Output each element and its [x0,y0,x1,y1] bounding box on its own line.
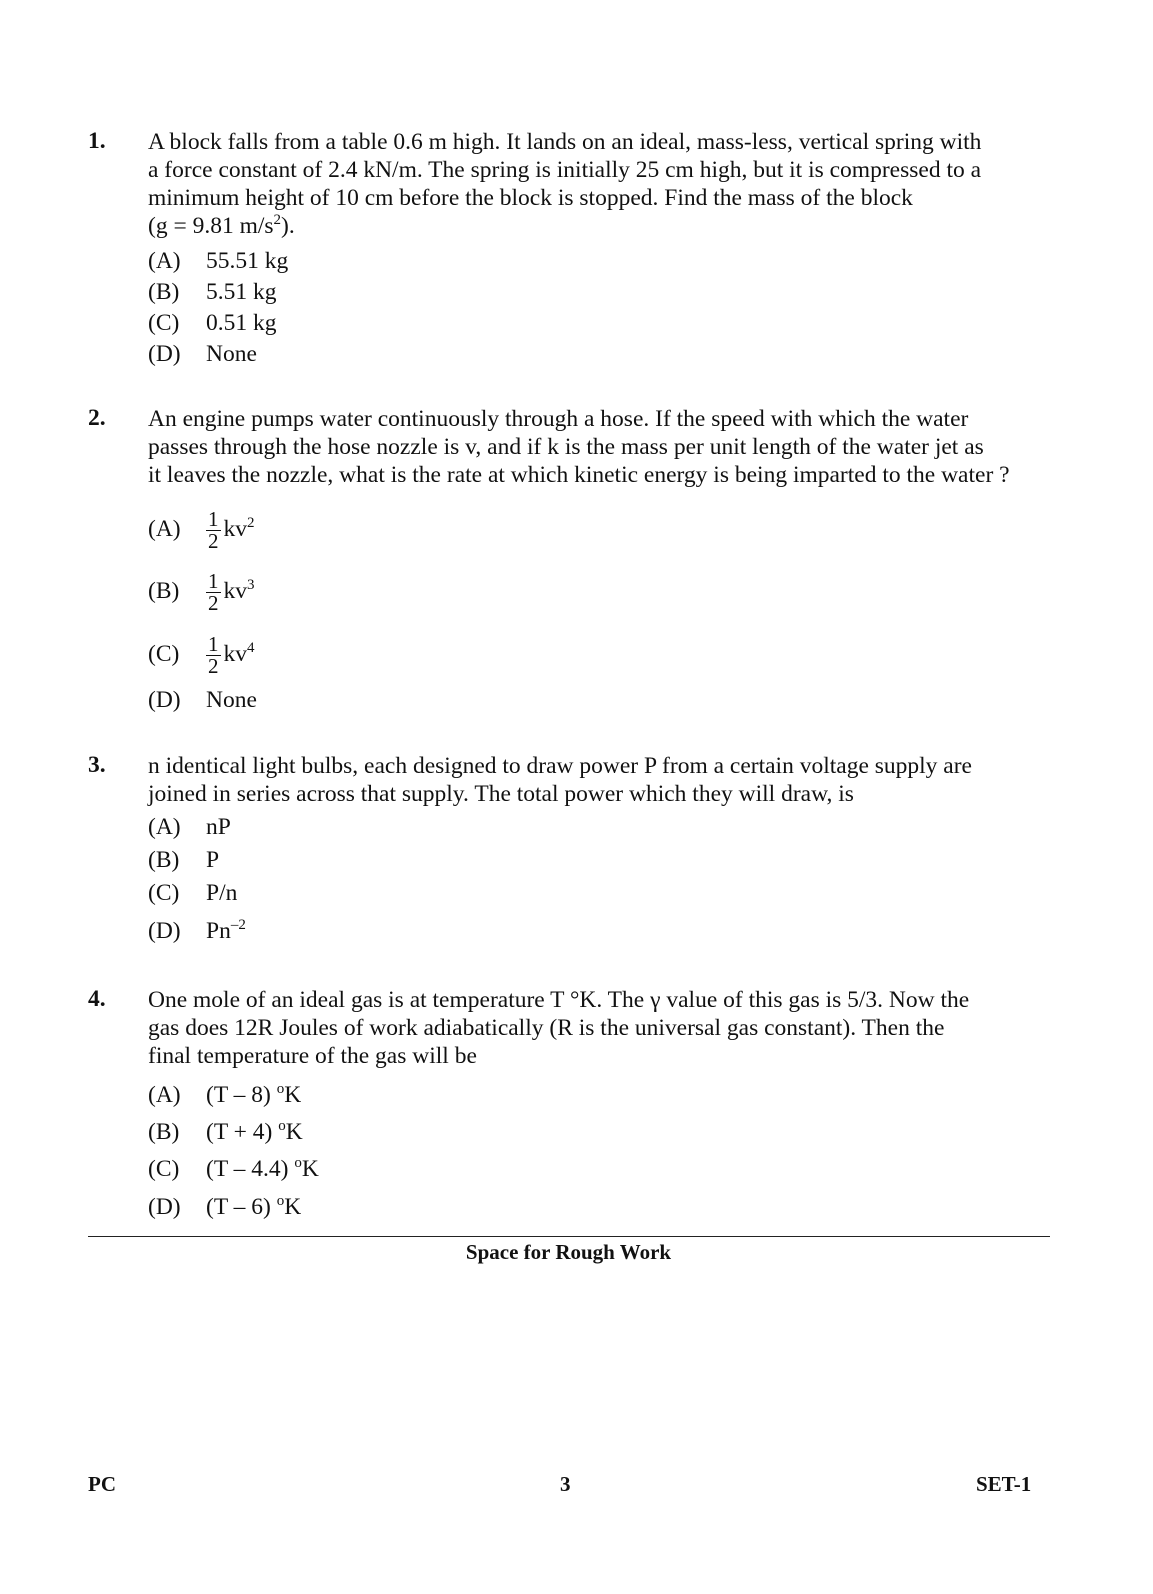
stem-line: it leaves the nozzle, what is the rate at which kinetic energy is being imparted to the water ? [148,462,1010,488]
option-label: (C) [148,641,180,667]
option-c [148,631,255,677]
superscript: o [276,1081,285,1097]
option-label: (A) [148,814,181,840]
question-number: 2. [88,405,106,431]
option-label: (B) [148,847,180,873]
option-c [148,308,277,338]
option-text: (T + 4) [206,1119,279,1145]
option-d [148,685,257,715]
superscript: o [276,1193,285,1209]
denominator: 2 [208,654,219,679]
question-stem [148,986,1038,1070]
option-text: (T – 8) [206,1082,277,1108]
superscript: –2 [230,917,246,933]
footer-code: PC [88,1472,116,1496]
superscript: 3 [247,577,255,593]
option-label: (C) [148,310,180,336]
numerator: 1 [208,569,219,594]
option-d [148,1192,301,1222]
superscript: 4 [247,640,255,656]
rough-work-heading: Space for Rough Work [465,1240,672,1264]
stem-line: passes through the hose nozzle is v, and if k is the mass per unit length of the water jet as [148,434,984,460]
option-label: (C) [148,1156,180,1182]
denominator: 2 [208,529,219,554]
option-text: None [206,341,257,367]
option-text: nP [206,814,231,840]
option-label: (C) [148,880,180,906]
numerator: 1 [208,507,219,532]
question-number: 1. [88,128,106,154]
stem-line: final temperature of the gas will be [148,1043,477,1069]
option-text: P [206,847,220,873]
option-text: (T – 6) [206,1194,277,1220]
option-text: 5.51 kg [206,279,277,305]
option-label: (D) [148,687,181,713]
superscript: o [278,1118,286,1134]
option-a [148,506,255,552]
option-text: 0.51 kg [206,310,277,336]
option-label: (B) [148,578,180,604]
stem-line: a force constant of 2.4 kN/m. The spring is initially 25 cm high, but it is compressed to a [148,157,982,183]
option-label: (D) [148,341,181,367]
denominator: 2 [208,591,219,616]
stem-line: An engine pumps water continuously through a hose. If the speed with which the water [148,406,969,432]
option-a [148,246,288,276]
option-c [148,878,237,908]
stem-line: A block falls from a table 0.6 m high. It lands on an ideal, mass-less, vertical spring with [148,129,982,155]
superscript: o [294,1155,302,1171]
option-text: None [206,687,257,713]
option-text: kv [223,641,247,667]
fraction [206,571,221,614]
question-stem [148,752,1038,808]
option-text: Pn [206,918,231,944]
option-label: (D) [148,918,181,944]
stem-text: ). [281,213,295,239]
page-number: 3 [560,1472,571,1496]
option-label: (A) [148,516,181,542]
superscript: 2 [247,515,255,531]
stem-line: gas does 12R Joules of work adiabatically (R is the universal gas constant). Then the [148,1015,945,1041]
option-b [148,277,277,307]
option-d [148,339,257,369]
question-number: 4. [88,986,106,1012]
option-b [148,1117,303,1147]
option-text: kv [223,578,247,604]
option-text: kv [223,516,247,542]
question-stem [148,405,1038,489]
option-text: (T – 4.4) [206,1156,295,1182]
stem-line: minimum height of 10 cm before the block is stopped. Find the mass of the block [148,185,913,211]
stem-line: n identical light bulbs, each designed to draw power P from a certain voltage supply are [148,753,972,779]
numerator: 1 [208,632,219,657]
option-text: K [284,1194,302,1220]
stem-line: One mole of an ideal gas is at temperature T °K. The γ value of this gas is 5/3. Now the [148,987,970,1013]
stem-line [148,212,1038,240]
stem-line: joined in series across that supply. The total power which they will draw, is [148,781,854,807]
divider-line [88,1236,1050,1237]
option-a [148,812,231,842]
option-text: K [284,1082,302,1108]
option-c [148,1154,319,1184]
stem-text: (g = 9.81 m/s [148,213,274,239]
option-label: (D) [148,1194,181,1220]
question-number: 3. [88,752,106,778]
option-label: (A) [148,1082,181,1108]
option-d [148,916,246,946]
superscript: 2 [273,212,282,228]
option-label: (A) [148,248,181,274]
option-label: (B) [148,1119,180,1145]
option-text: 55.51 kg [206,248,289,274]
option-label: (B) [148,279,180,305]
fraction [206,634,221,677]
option-b [148,845,219,875]
option-text: P/n [206,880,238,906]
option-text: K [285,1119,303,1145]
option-b [148,568,255,614]
option-text: K [301,1156,319,1182]
option-a [148,1080,301,1110]
footer-set: SET-1 [976,1472,1032,1496]
fraction [206,509,221,552]
question-stem [148,128,1038,240]
